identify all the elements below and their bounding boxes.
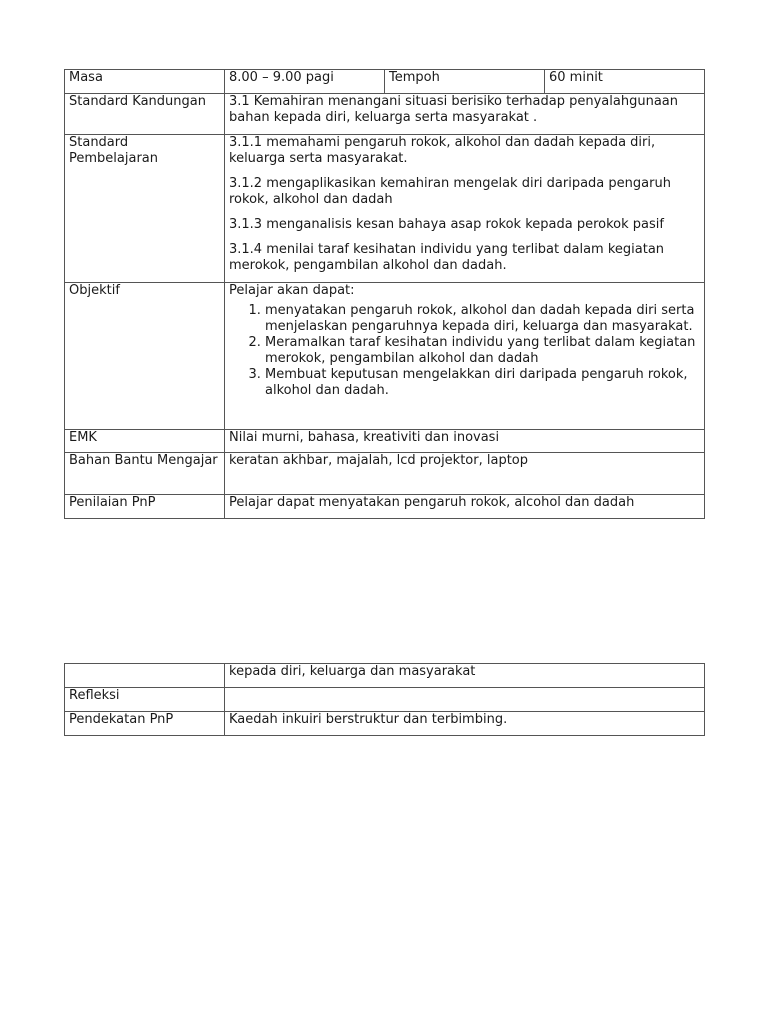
objektif-row (65, 283, 705, 430)
pendekatan-row (65, 712, 705, 736)
continuation-row (65, 664, 705, 688)
standard-pembelajaran-label: Standard Pembelajaran (65, 135, 225, 283)
penilaian-value: Pelajar dapat menyatakan pengaruh rokok, alcohol dan dadah (225, 495, 705, 519)
pendekatan-label: Pendekatan PnP (65, 712, 225, 736)
penilaian-row (65, 495, 705, 519)
masa-row (65, 70, 705, 94)
bahan-bantu-value: keratan akhbar, majalah, lcd projektor, laptop (225, 453, 705, 495)
standard-pembelajaran-value (225, 135, 705, 283)
sp-item: 3.1.4 menilai taraf kesihatan individu yang terlibat dalam kegiatan merokok, pengambilan alkohol dan dadah. (229, 242, 665, 273)
emk-label: EMK (65, 430, 225, 453)
emk-row (65, 430, 705, 453)
sp-item: 3.1.1 memahami pengaruh rokok, alkohol dan dadah kepada diri, keluarga serta masyarakat. (229, 135, 656, 166)
standard-kandungan-value: 3.1 Kemahiran menangani situasi berisiko terhadap penyalahgunaan bahan kepada diri, keluarga serta masyarakat . (225, 94, 705, 135)
objektif-label: Objektif (65, 283, 225, 430)
standard-kandungan-label: Standard Kandungan (65, 94, 225, 135)
tempoh-value: 60 minit (545, 70, 705, 94)
bahan-bantu-row (65, 453, 705, 495)
list-item: 2. Meramalkan taraf kesihatan individu yang terlibat dalam kegiatan merokok, pengambilan alkohol dan dadah (265, 335, 700, 367)
pendekatan-value: Kaedah inkuiri berstruktur dan terbimbing. (225, 712, 705, 736)
standard-kandungan-row (65, 94, 705, 135)
continuation-label (65, 664, 225, 688)
emk-value: Nilai murni, bahasa, kreativiti dan inovasi (225, 430, 705, 453)
objektif-value (225, 283, 705, 430)
refleksi-value (225, 688, 705, 712)
lesson-plan-table (64, 69, 705, 519)
sp-item: 3.1.2 mengaplikasikan kemahiran mengelak diri daripada pengaruh rokok, alkohol dan dadah (229, 176, 671, 207)
list-item: 1. menyatakan pengaruh rokok, alkohol dan dadah kepada diri serta menjelaskan pengaruhnya kepada diri, keluarga dan masyarakat. (265, 303, 700, 335)
penilaian-label: Penilaian PnP (65, 495, 225, 519)
list-item: 3. Membuat keputusan mengelakkan diri daripada pengaruh rokok, alkohol dan dadah. (265, 367, 700, 399)
masa-value: 8.00 – 9.00 pagi (225, 70, 385, 94)
objektif-intro: Pelajar akan dapat: (229, 283, 355, 298)
standard-pembelajaran-row (65, 135, 705, 283)
refleksi-label: Refleksi (65, 688, 225, 712)
continuation-value: kepada diri, keluarga dan masyarakat (225, 664, 705, 688)
objektif-list (229, 303, 700, 399)
lesson-plan-table-continued (64, 663, 705, 736)
masa-label: Masa (65, 70, 225, 94)
bahan-bantu-label: Bahan Bantu Mengajar (65, 453, 225, 495)
sp-item: 3.1.3 menganalisis kesan bahaya asap rokok kepada perokok pasif (229, 217, 664, 232)
tempoh-label: Tempoh (385, 70, 545, 94)
refleksi-row (65, 688, 705, 712)
